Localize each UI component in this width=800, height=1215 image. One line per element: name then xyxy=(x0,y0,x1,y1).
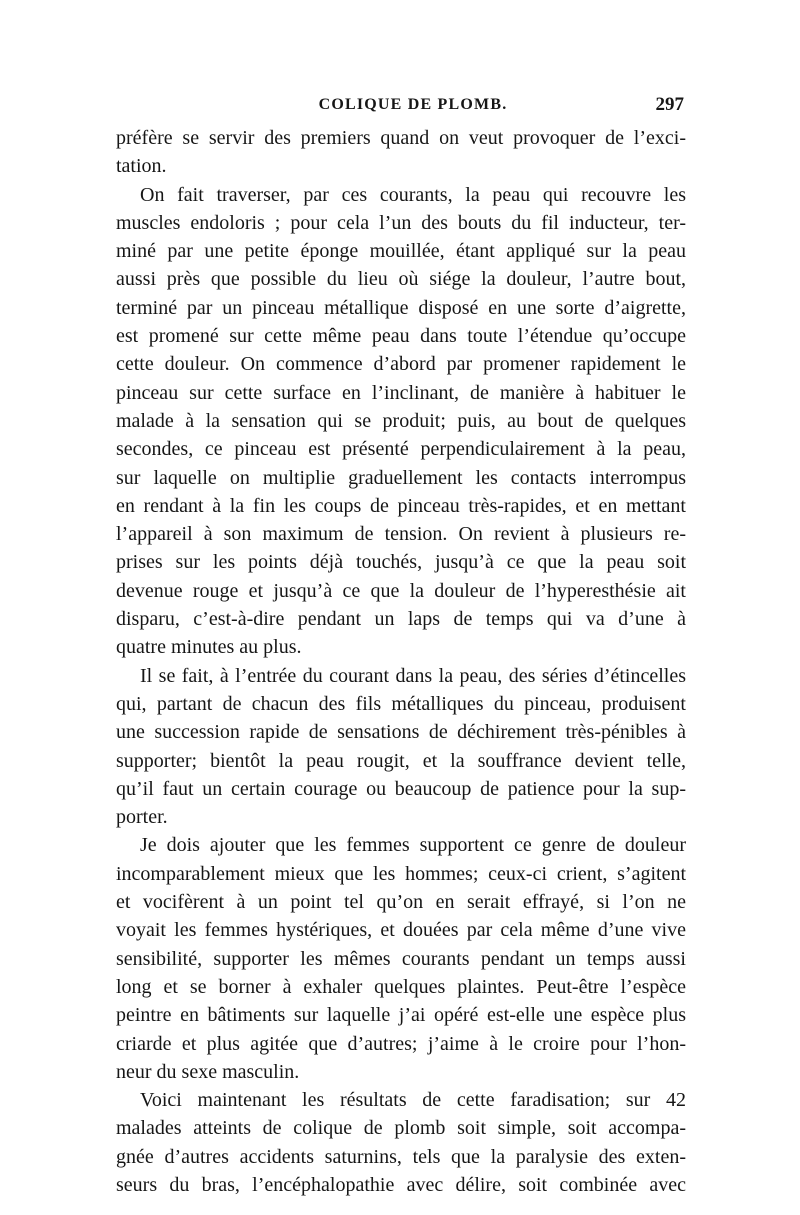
text-line: Il se fait, à l’entrée du courant dans la peau, des séries d’étincelles xyxy=(140,664,686,687)
text-line: une succession rapide de sensations de déchirement très-pénibles à xyxy=(116,721,686,744)
text-line: et vocifèrent à un point tel qu’on en serait effrayé, si l’on ne xyxy=(116,891,686,914)
text-line: peintre en bâtiments sur laquelle j’ai opéré est-elle une espèce plus xyxy=(116,1004,686,1027)
text-line: quatre minutes au plus. xyxy=(116,636,302,659)
text-line: disparu, c’est-à-dire pendant un laps de temps qui va d’une à xyxy=(116,608,686,631)
text-line: préfère se servir des premiers quand on veut provoquer de l’exci- xyxy=(116,127,686,149)
text-line: devenue rouge et jusqu’à ce que la douleur de l’hyperesthésie ait xyxy=(116,579,686,602)
text-line: prises sur les points déjà touchés, jusqu’à ce que la peau soit xyxy=(116,551,686,574)
text-line: pinceau sur cette surface en l’inclinant, de manière à habituer le xyxy=(116,381,686,404)
page-number: 297 xyxy=(655,94,684,115)
running-title: COLIQUE DE PLOMB. xyxy=(318,96,508,113)
text-line: tation. xyxy=(116,155,167,178)
text-line: neur du sexe masculin. xyxy=(116,1060,300,1083)
body-text xyxy=(116,124,686,1199)
text-line: en rendant à la fin les coups de pinceau très-rapides, et en mettant xyxy=(116,494,686,517)
text-line: l’appareil à son maximum de tension. On revient à plusieurs re- xyxy=(116,523,686,546)
running-head xyxy=(116,96,686,126)
text-line: cette douleur. On commence d’abord par promener rapidement le xyxy=(116,353,686,376)
text-line: Voici maintenant les résultats de cette faradisation; sur 42 xyxy=(140,1089,686,1112)
text-line: long et se borner à exhaler quelques plaintes. Peut-être l’espèce xyxy=(116,975,686,998)
text-line: aussi près que possible du lieu où siége la douleur, l’autre bout, xyxy=(116,268,686,291)
text-line: miné par une petite éponge mouillée, étant appliqué sur la peau xyxy=(116,240,686,263)
text-line: gnée d’autres accidents saturnins, tels que la paralysie des exten- xyxy=(116,1145,686,1168)
text-line: porter. xyxy=(116,806,168,829)
text-line: qui, partant de chacun des fils métalliques du pinceau, produisent xyxy=(116,692,686,715)
text-line: seurs du bras, l’encéphalopathie avec délire, soit combinée avec xyxy=(116,1173,686,1196)
text-line: secondes, ce pinceau est présenté perpendiculairement à la peau, xyxy=(116,438,686,461)
text-line: muscles endoloris ; pour cela l’un des bouts du fil inducteur, ter- xyxy=(116,211,686,234)
text-line: est promené sur cette même peau dans toute l’étendue qu’occupe xyxy=(116,325,686,348)
text-line: malades atteints de colique de plomb soit simple, soit accompa- xyxy=(116,1117,686,1140)
text-line: supporter; bientôt la peau rougit, et la souffrance devient telle, xyxy=(116,749,686,772)
text-line: On fait traverser, par ces courants, la peau qui recouvre les xyxy=(140,183,686,206)
text-line: voyait les femmes hystériques, et douées par cela même d’une vive xyxy=(116,919,686,942)
text-line: Je dois ajouter que les femmes supportent ce genre de douleur xyxy=(140,834,686,857)
text-line: sensibilité, supporter les mêmes courants pendant un temps aussi xyxy=(116,947,686,970)
text-line: malade à la sensation qui se produit; puis, au bout de quelques xyxy=(116,409,686,432)
text-line: sur laquelle on multiplie graduellement les contacts interrompus xyxy=(116,466,686,489)
text-line: qu’il faut un certain courage ou beaucoup de patience pour la sup- xyxy=(116,777,686,800)
text-line: incomparablement mieux que les hommes; ceux-ci crient, s’agitent xyxy=(116,862,686,885)
text-line: terminé par un pinceau métallique disposé en une sorte d’aigrette, xyxy=(116,296,686,319)
text-line: criarde et plus agitée que d’autres; j’aime à le croire pour l’hon- xyxy=(116,1032,686,1055)
